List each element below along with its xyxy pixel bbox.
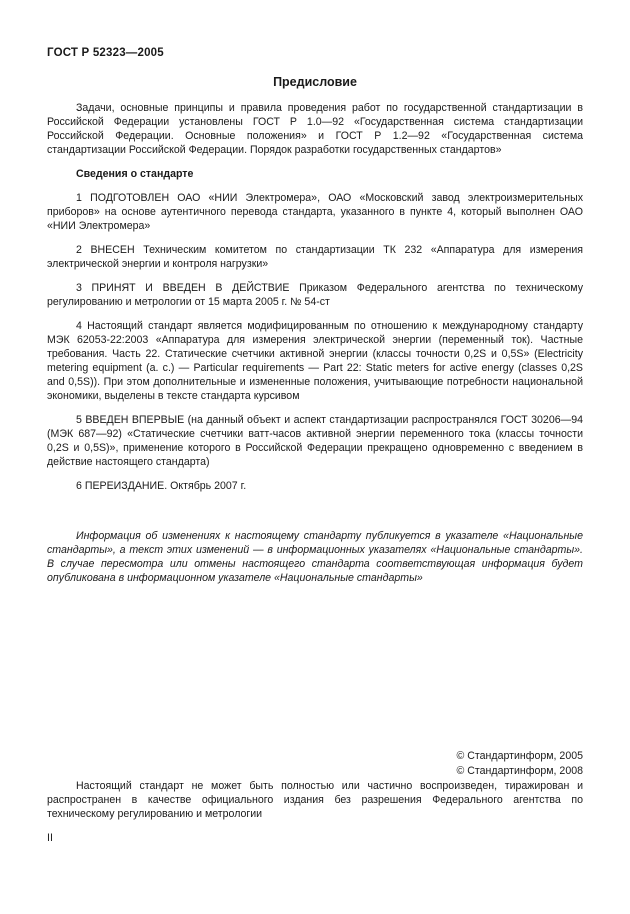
copyright-line-2: © Стандартинформ, 2008 — [456, 765, 583, 777]
standard-info-heading: Сведения о стандарте — [76, 168, 194, 180]
changes-info-note — [47, 529, 583, 585]
item-3: 3 ПРИНЯТ И ВВЕДЕН В ДЕЙСТВИЕ Приказом Федерального агентства по техническому регулированию и метрологии от 15 марта 2005 г. № 54-ст — [47, 282, 583, 308]
page-number: II — [47, 832, 53, 844]
reproduction-notice — [47, 779, 583, 821]
item-4: 4 Настоящий стандарт является модифицированным по отношению к международному стандарту МЭК 62053-22:2003 «Аппаратура для измерения электрической энергии (переменный ток). Частные требования. Часть 22. Статические счетчики активной энергии (классы точности 0,2S и 0,5S» (Electricity metering equipment (a. c.) — Particular requirements — Part 22: Static meters for active energy (classes 0,2S and 0,5S)). При этом дополнительные и измененные положения, учитывающие потребности национальной экономики, выделены в тексте стандарта курсивом — [47, 320, 583, 402]
item-6: 6 ПЕРЕИЗДАНИЕ. Октябрь 2007 г. — [76, 480, 247, 492]
intro-paragraph: Задачи, основные принципы и правила проведения работ по государственной стандартизации в Российской Федерации установлены ГОСТ Р 1.0—92 «Государственная система стандартизации Российской Федерации. Основные положения» и ГОСТ Р 1.2—92 «Государственная система стандартизации Российской Федерации. Порядок разработки государственных стандартов» — [47, 102, 583, 156]
copyright-line-1: © Стандартинформ, 2005 — [456, 750, 583, 762]
foreword-body — [47, 101, 583, 493]
item-1: 1 ПОДГОТОВЛЕН ОАО «НИИ Электромера», ОАО «Московский завод электроизмерительных приборов» на основе аутентичного перевода стандарта, указанного в пункте 4, который выполнен ОАО «НИИ Электромера» — [47, 192, 583, 232]
reproduction-notice-text: Настоящий стандарт не может быть полностью или частично воспроизведен, тиражирован и распространен в качестве официального издания без разрешения Федерального агентства по техническому регулированию и метрологии — [47, 780, 583, 820]
copyright-block — [457, 749, 583, 779]
item-5: 5 ВВЕДЕН ВПЕРВЫЕ (на данный объект и аспект стандартизации распространялся ГОСТ 30206—94 (МЭК 687—92) «Статические счетчики ватт-часов активной энергии переменного тока (классы точности 0,2S и 0,5S)», применение которого в Российской Федерации прекращено одновременно с введением в действие настоящего стандарта) — [47, 414, 583, 468]
item-2: 2 ВНЕСЕН Техническим комитетом по стандартизации ТК 232 «Аппаратура для измерения электрической энергии и контроля нагрузки» — [47, 244, 583, 270]
page-title: Предисловие — [273, 75, 357, 89]
changes-info-text: Информация об изменениях к настоящему стандарту публикуется в указателе «Национальные стандарты», а текст этих изменений — в информационных указателях «Национальные стандарты». В случае пересмотра или отмены настоящего стандарта соответствующая информация будет опубликована в информационном указателе «Национальные стандарты» — [47, 530, 583, 584]
document-code: ГОСТ Р 52323—2005 — [47, 47, 164, 59]
